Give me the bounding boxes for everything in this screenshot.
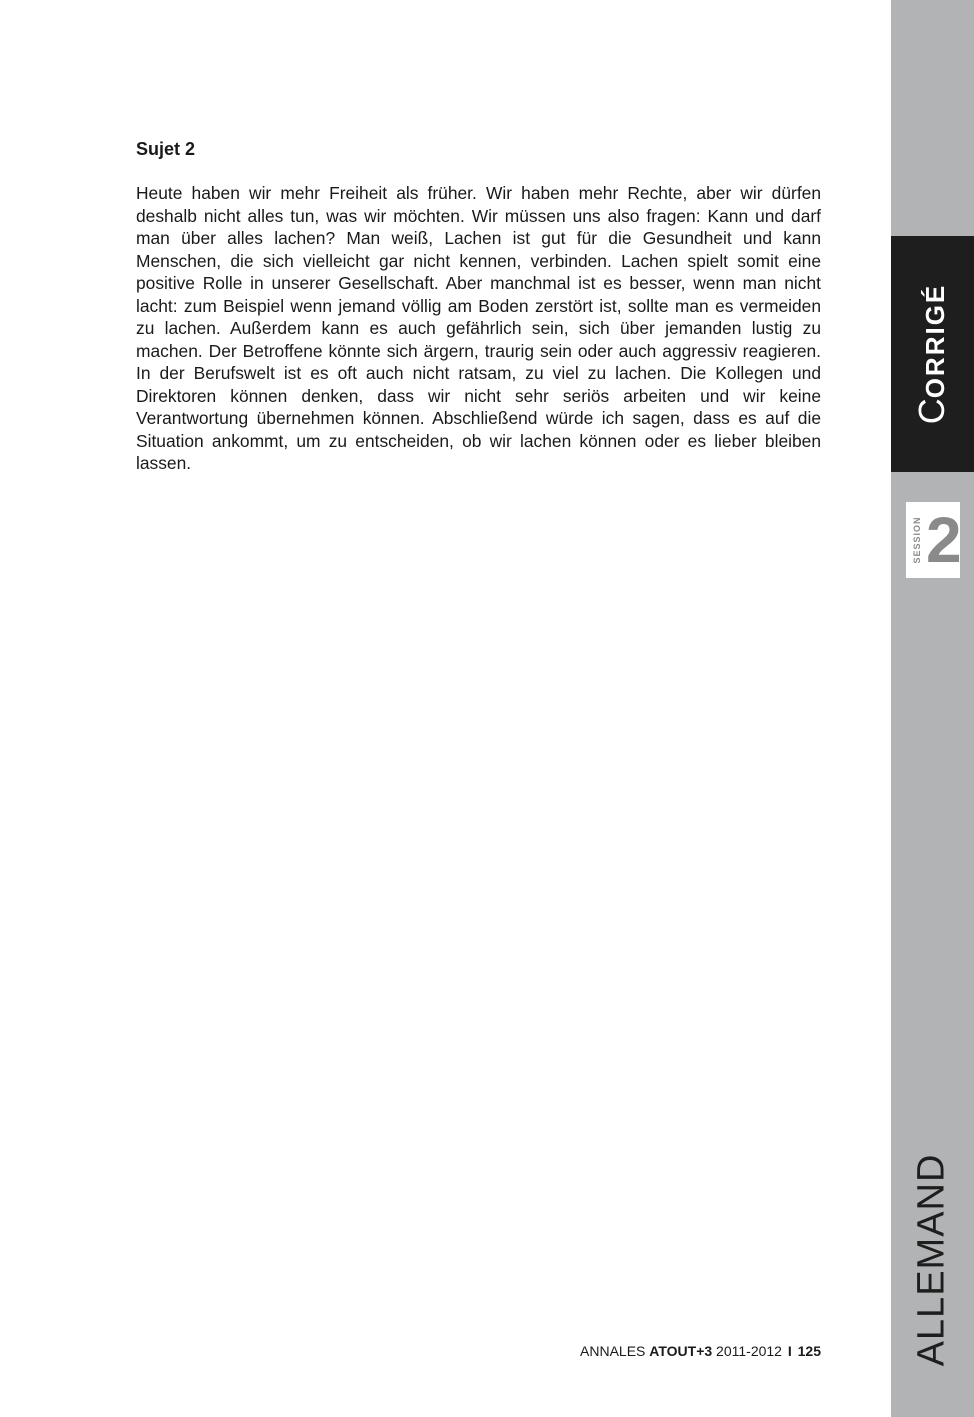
footer-brand: ATOUT+3 xyxy=(649,1343,713,1359)
page-footer xyxy=(580,1343,821,1359)
corrige-label xyxy=(911,284,953,425)
subject-label: ALLEMAND xyxy=(910,1153,953,1367)
document-title: Sujet 2 xyxy=(136,139,196,159)
footer-years: 2011-2012 xyxy=(716,1343,782,1359)
session-label: SESSION xyxy=(912,516,922,564)
corrige-rest: ORRIGÉ xyxy=(920,283,950,399)
sidebar xyxy=(891,0,974,1417)
page-number: 125 xyxy=(797,1343,821,1359)
footer-separator: I xyxy=(787,1343,792,1359)
corrige-initial: C xyxy=(911,398,952,425)
page-content xyxy=(136,138,821,475)
footer-prefix: ANNALES xyxy=(580,1343,646,1359)
session-number: 2 xyxy=(926,504,962,576)
session-badge xyxy=(906,502,960,578)
document-body: Heute haben wir mehr Freiheit als früher. Wir haben mehr Rechte, aber wir dürfen deshalb nicht alles tun, was wir möchten. Wir müssen uns also fragen: Kann und darf man über alles lachen? Man weiß, Lachen ist gut für die Gesundheit und kann Menschen, die sich vielleicht gar nicht kennen, verbinden. Lachen spielt somit eine positive Rolle in unserer Gesellschaft. Aber manchmal ist es besser, wenn man nicht lacht: zum Beispiel wenn jemand völlig am Boden zerstört ist, sollte man es vermeiden zu lachen. Außerdem kann es auch gefährlich sein, sich über jemanden lustig zu machen. Der Betroffene könnte sich ärgern, traurig sein oder auch aggressiv reagieren. In der Berufswelt ist es oft auch nicht ratsam, zu viel zu lachen. Die Kollegen und Direktoren können denken, dass wir nicht sehr seriös arbeiten und wir keine Verantwortung übernehmen können. Abschließend würde ich sagen, dass es auf die Situation ankommt, um zu entscheiden, ob wir lachen können oder es lieber bleiben lassen. xyxy=(136,183,821,473)
corrige-block xyxy=(891,236,974,472)
